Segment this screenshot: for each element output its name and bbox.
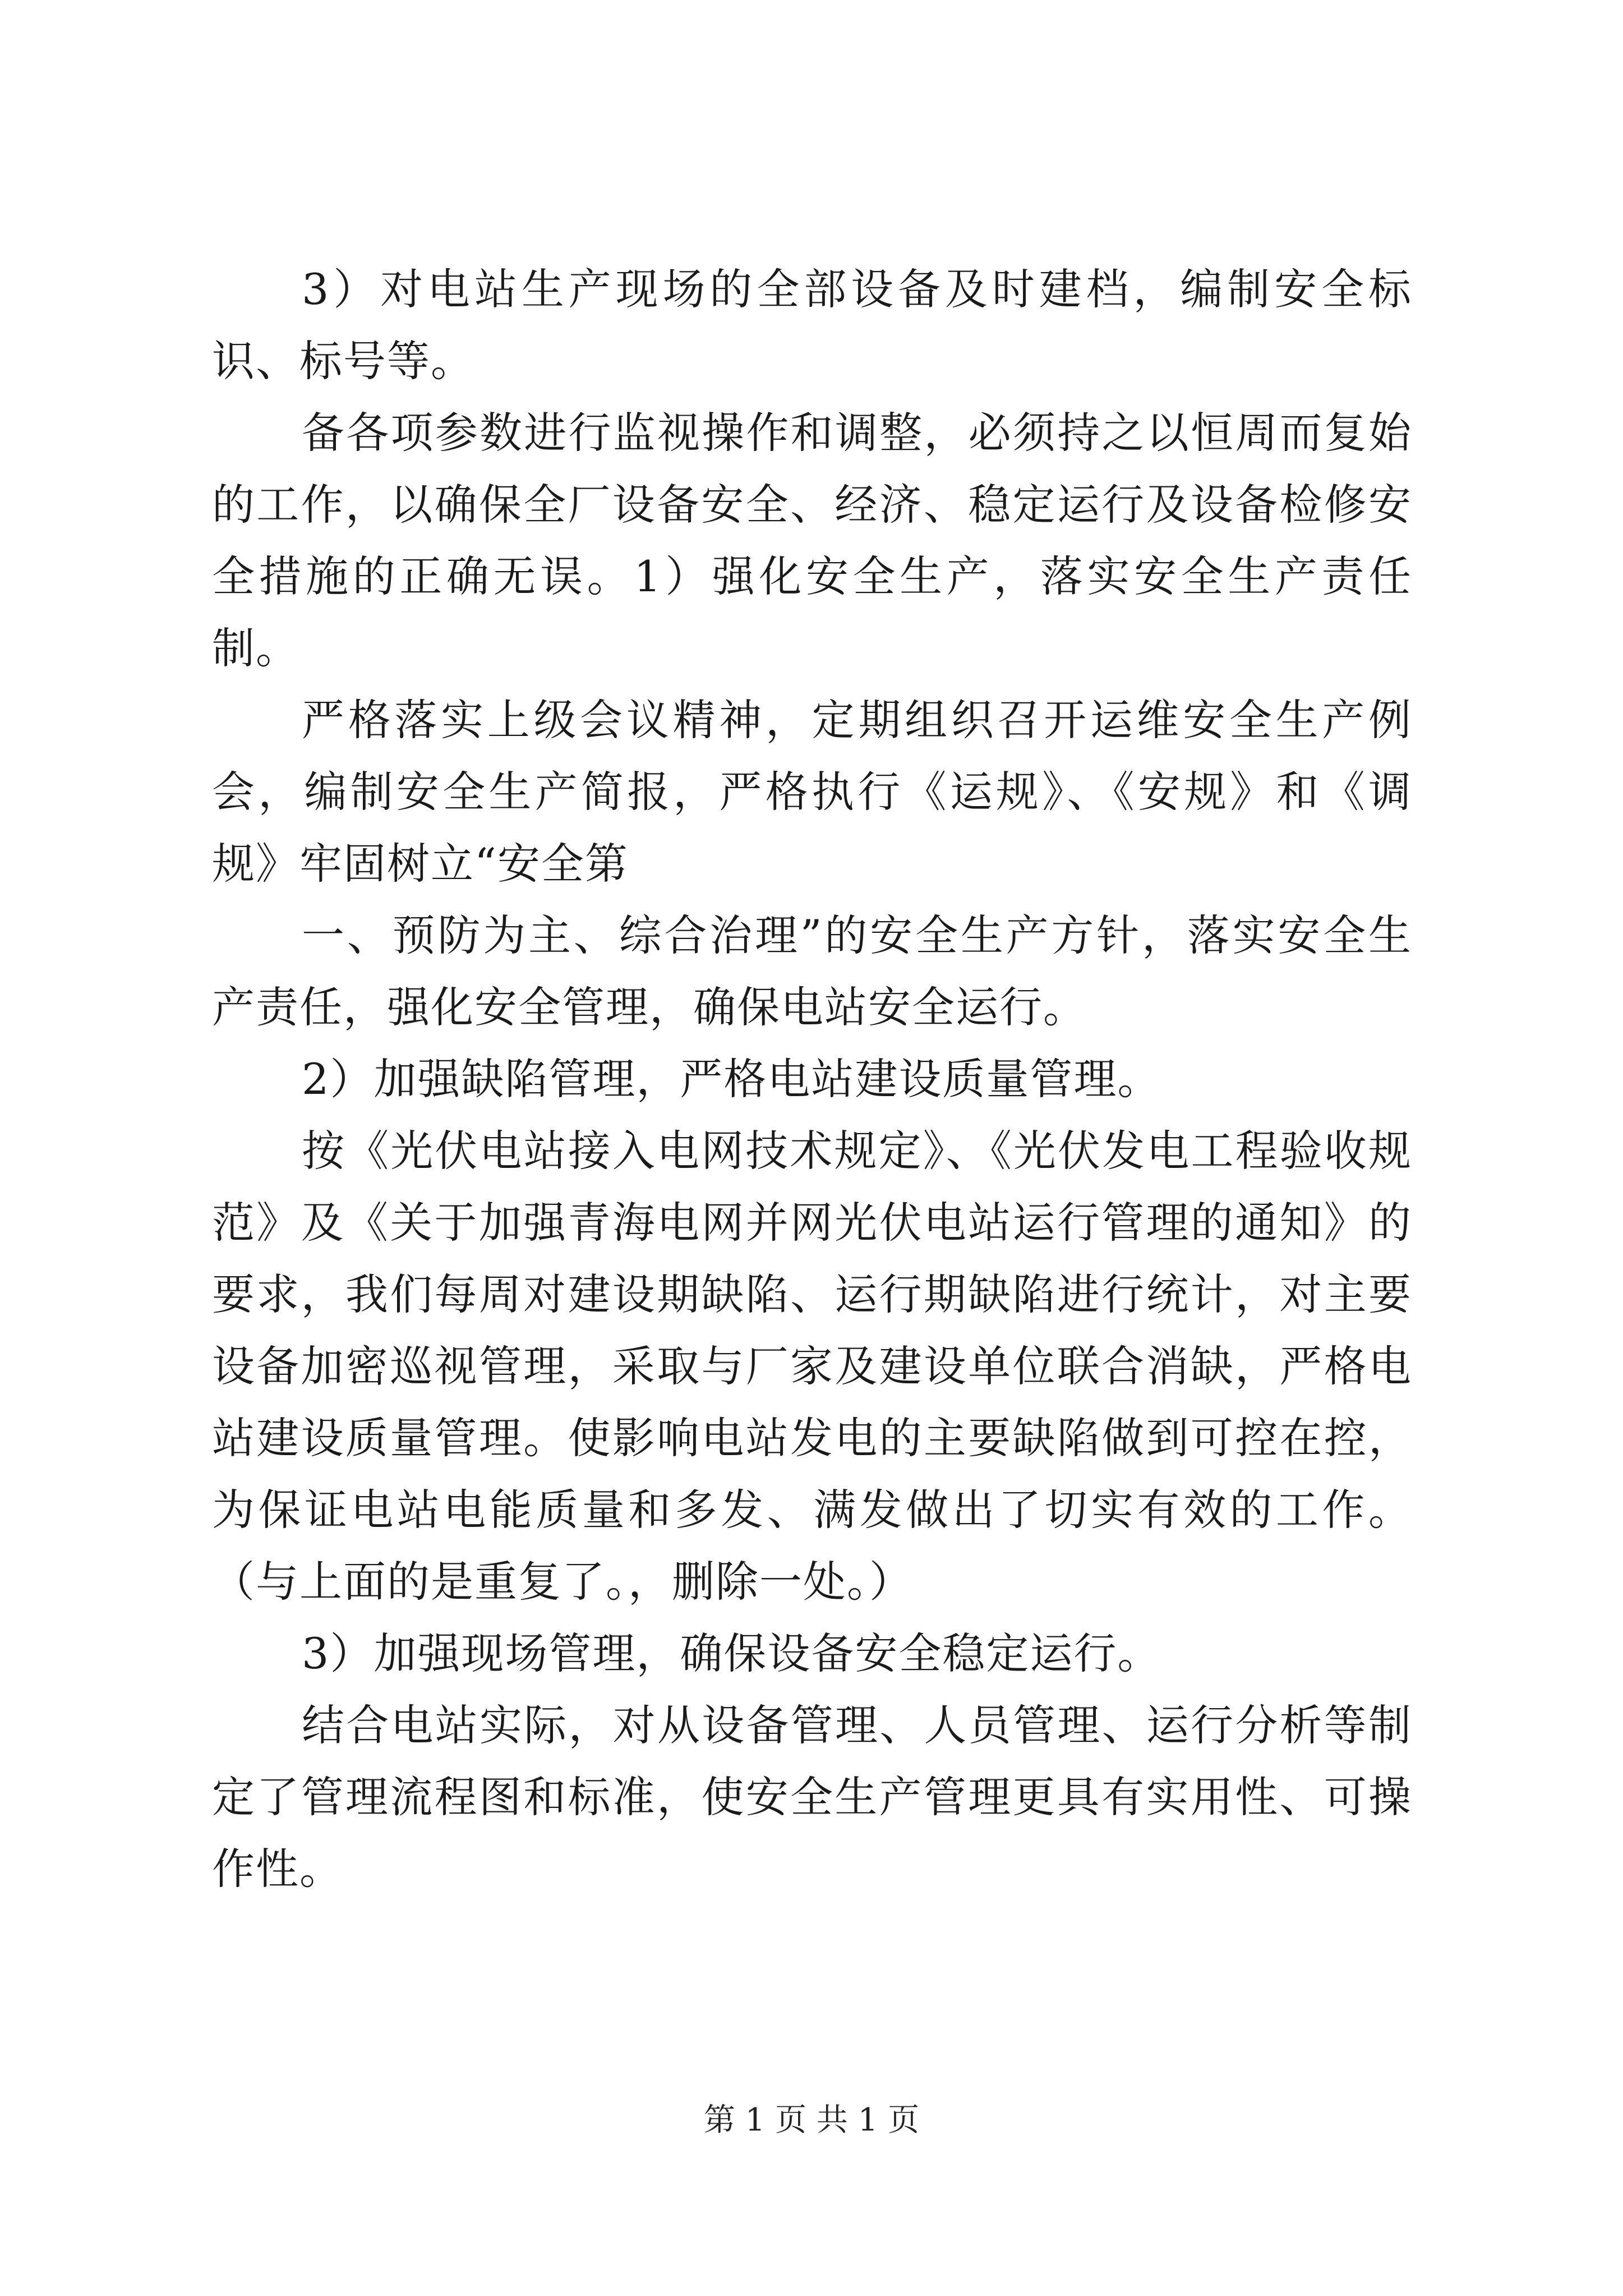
paragraph-site-management-detail: 结合电站实际，对从设备管理、人员管理、运行分析等制定了管理流程图和标准，使安全生产管理更具有实用性、可操作性。 [212, 1700, 1412, 1894]
paragraph-monitoring-safety: 备各项参数进行监视操作和调整，必须持之以恒周而复始的工作，以确保全厂设备安全、经济、稳定运行及设备检修安全措施的正确无误。1）强化安全生产，落实安全生产责任制。 [212, 408, 1412, 673]
paragraph-equipment-filing: 3）对电站生产现场的全部设备及时建档，编制安全标识、标号等。 [212, 264, 1412, 386]
paragraph-site-management-heading: 3）加强现场管理，确保设备安全稳定运行。 [302, 1628, 1161, 1678]
paragraph-defect-management-detail: 按《光伏电站接入电网技术规定》、《光伏发电工程验收规范》及《关于加强青海电网并网光伏电站运行管理的通知》的要求，我们每周对建设期缺陷、运行期缺陷进行统计，对主要设备加密巡视管理，采取与厂家及建设单位联合消缺，严格电站建设质量管理。使影响电站发电的主要缺陷做到可控在控，为保证电站电能质量和多发、满发做出了切实有效的工作。（与上面的是重复了。，删除一处。） [212, 1126, 1412, 1607]
paragraph-safety-policy: 一、预防为主、综合治理”的安全生产方针，落实安全生产责任，强化安全管理，确保电站安全运行。 [212, 910, 1412, 1032]
page-number-footer: 第 1 页 共 1 页 [703, 2102, 920, 2138]
document-body [212, 254, 1412, 1905]
paragraph-safety-meetings: 严格落实上级会议精神，定期组织召开运维安全生产例会，编制安全生产简报，严格执行《运规》、《安规》和《调规》牢固树立“安全第 [212, 695, 1412, 889]
paragraph-defect-management-heading: 2）加强缺陷管理，严格电站建设质量管理。 [302, 1054, 1161, 1104]
